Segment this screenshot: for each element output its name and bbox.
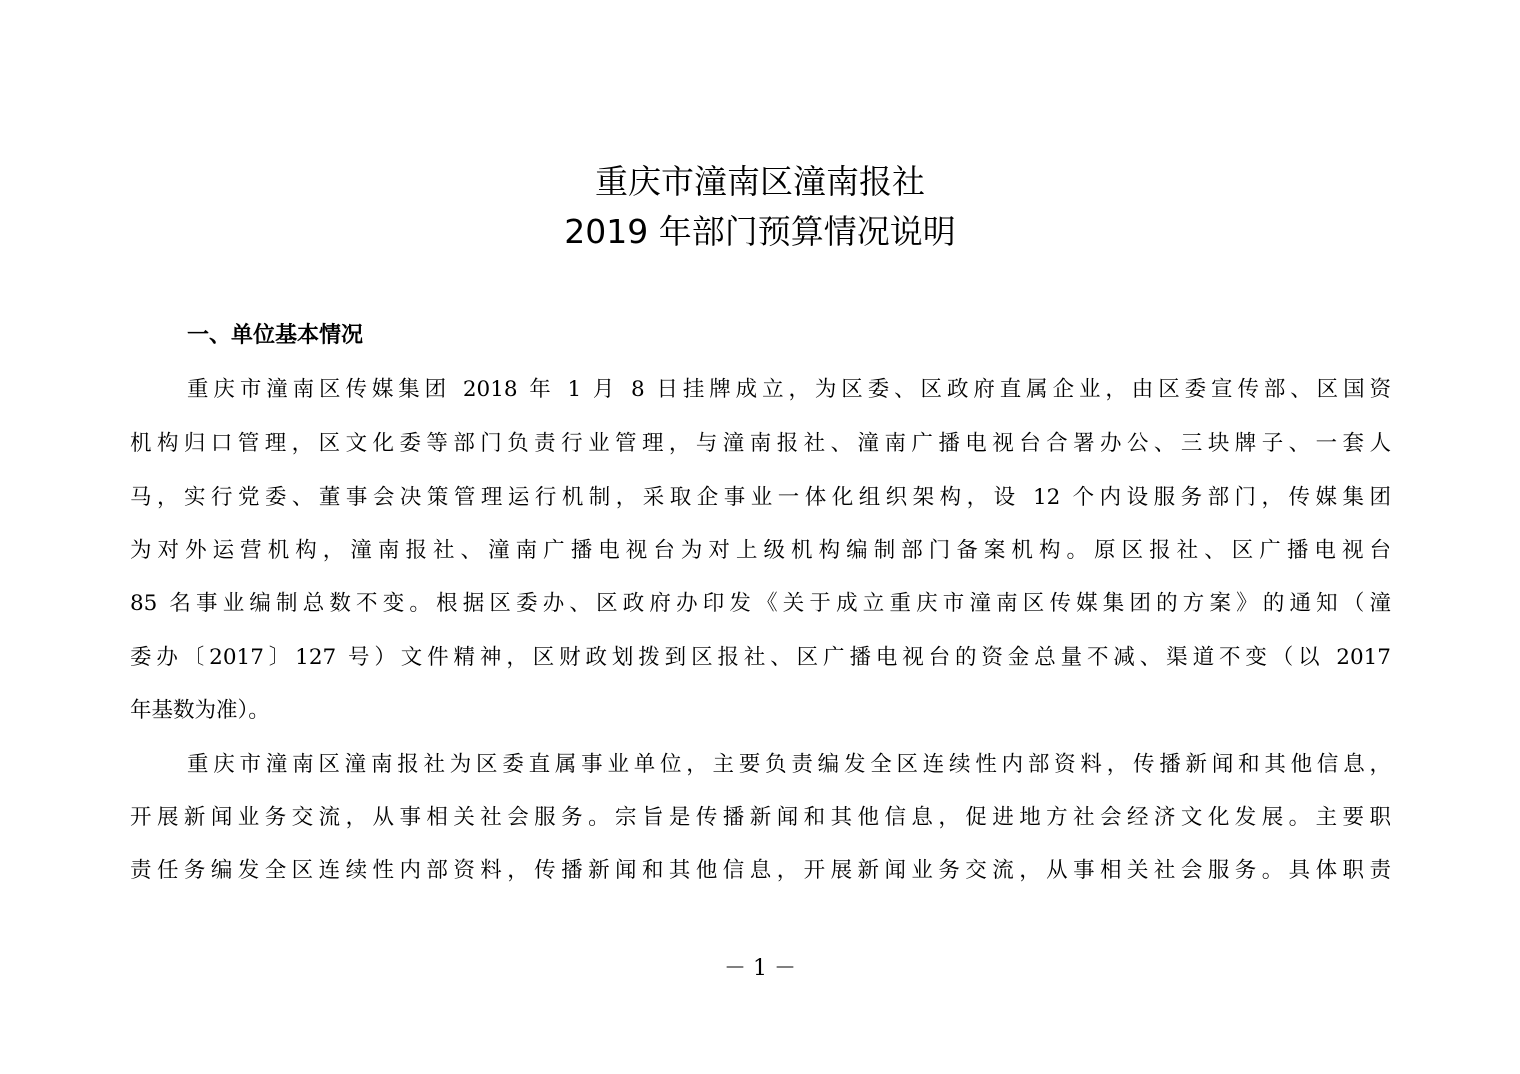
paragraph-line: 重庆市潼南区传媒集团 2018 年 1 月 8 日挂牌成立，为区委、区政府直属企业，由区委宣传部、区国资 <box>187 377 1391 402</box>
page-number: － 1 － <box>724 956 796 981</box>
paragraph-line: 85 名事业编制总数不变。根据区委办、区政府办印发《关于成立重庆市潼南区传媒集团的方案》的通知（潼 <box>130 591 1391 616</box>
paragraph-line: 为对外运营机构，潼南报社、潼南广播电视台为对上级机构编制部门备案机构。原区报社、区广播电视台 <box>130 538 1391 563</box>
document-subtitle: 2019 年部门预算情况说明 <box>564 212 956 251</box>
paragraph-line: 马，实行党委、董事会决策管理运行机制，采取企事业一体化组织架构，设 12 个内设服务部门，传媒集团 <box>130 485 1391 510</box>
paragraph-line: 年基数为准）。 <box>130 698 270 723</box>
paragraph-line: 委办〔2017〕127 号）文件精神，区财政划拨到区报社、区广播电视台的资金总量不减、渠道不变（以 2017 <box>130 645 1391 670</box>
paragraph-line: 开展新闻业务交流，从事相关社会服务。宗旨是传播新闻和其他信息，促进地方社会经济文化发展。主要职 <box>130 805 1391 830</box>
paragraph-line: 重庆市潼南区潼南报社为区委直属事业单位，主要负责编发全区连续性内部资料，传播新闻和其他信息， <box>187 752 1391 777</box>
paragraph-line: 机构归口管理，区文化委等部门负责行业管理，与潼南报社、潼南广播电视台合署办公、三块牌子、一套人 <box>130 431 1391 456</box>
paragraph-line: 责任务编发全区连续性内部资料，传播新闻和其他信息，开展新闻业务交流，从事相关社会服务。具体职责 <box>130 858 1391 883</box>
section-heading: 一、单位基本情况 <box>187 323 364 348</box>
document-title: 重庆市潼南区潼南报社 <box>595 162 925 201</box>
